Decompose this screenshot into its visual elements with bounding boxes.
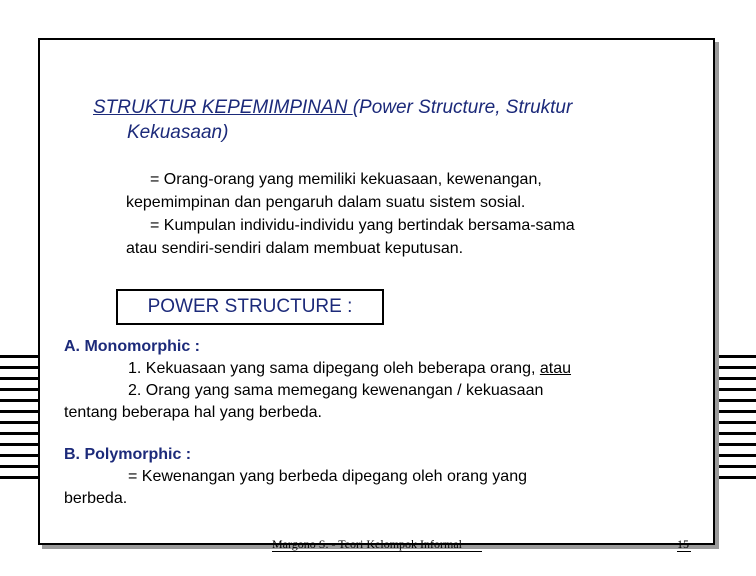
left-stripe-decoration bbox=[0, 355, 38, 491]
definition-line: = Kumpulan individu-individu yang bertindak bersama-sama bbox=[150, 217, 575, 234]
definition-line: = Orang-orang yang memiliki kekuasaan, kewenangan, bbox=[150, 171, 542, 188]
section-heading: A. Monomorphic : bbox=[64, 338, 200, 355]
list-item: 2. Orang yang sama memegang kewenangan / kekuasaan bbox=[128, 382, 544, 399]
title-sub-cont: Kekuasaan) bbox=[127, 122, 229, 143]
footer-underline bbox=[272, 551, 482, 552]
atau-text: atau bbox=[539, 360, 572, 377]
title-main: STRUKTUR KEPEMIMPINAN bbox=[93, 97, 353, 118]
list-item: 1. Kekuasaan yang sama dipegang oleh beberapa orang, atau bbox=[128, 360, 572, 377]
list-item-cont: tentang beberapa hal yang berbeda. bbox=[64, 404, 322, 421]
section-polymorphic bbox=[64, 444, 684, 510]
page-number: 15 bbox=[677, 537, 689, 551]
definition-block bbox=[126, 168, 686, 260]
section-text-cont: berbeda. bbox=[64, 490, 128, 507]
section-text: = Kewenangan yang berbeda dipegang oleh orang yang bbox=[128, 468, 527, 485]
title-sub: (Power Structure, Struktur bbox=[352, 97, 573, 118]
slide-title bbox=[93, 95, 703, 145]
definition-line: kepemimpinan dan pengaruh dalam suatu sistem sosial. bbox=[126, 194, 526, 211]
section-heading: B. Polymorphic : bbox=[64, 446, 192, 463]
definition-line: atau sendiri-sendiri dalam membuat keputusan. bbox=[126, 240, 464, 257]
page-number-underline bbox=[677, 551, 691, 552]
section-monomorphic bbox=[64, 336, 684, 424]
slide-frame bbox=[38, 38, 715, 551]
power-structure-box: POWER STRUCTURE : bbox=[116, 289, 384, 325]
right-stripe-decoration bbox=[719, 355, 756, 491]
footer-text: Margono S. - Teori Kelompok Informal bbox=[272, 537, 463, 551]
